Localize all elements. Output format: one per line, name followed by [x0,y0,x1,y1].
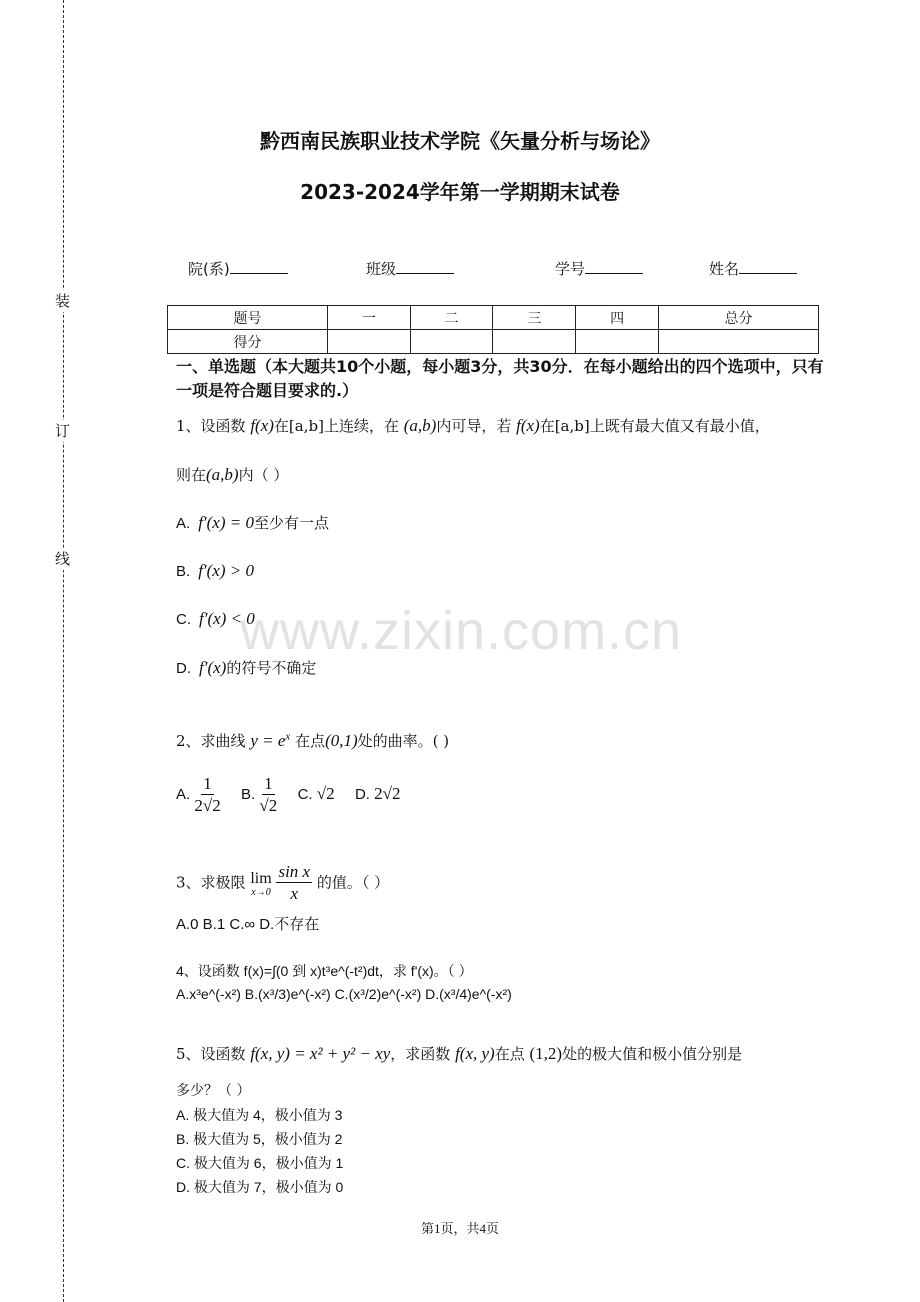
q1-option-b[interactable]: B. f′(x) > 0 [176,561,254,580]
q3-stem: 3、求极限 lim x→0 $\frac{\text{sin x}}{x}$ 的值。（ ） [176,862,390,903]
q3-options[interactable]: A.0 B.1 C.∞ D.不存在 [176,916,320,933]
student-id-label: 学号 [555,260,586,278]
student-id-field[interactable] [555,258,643,279]
q1-fx: f(x) [516,416,540,435]
q2-option-a[interactable]: A. $\frac{1}{2√2}$ [176,774,221,815]
score-input-cell[interactable] [327,330,410,354]
q5-stem-line1: 5、设函数 f(x, y) = x² + y² − xy，求函数 f(x, y)在点 (1,2)处的极大值和极小值分别是 [176,1044,743,1063]
watermark: www.zixin.com.cn [240,601,683,661]
q2-option-d[interactable]: D. 2√2 [354,784,401,804]
q2-stem: 2、求曲线 $y = e^x$ 在点(0,1)处的曲率。( ) [176,730,450,750]
binding-char-zhuang: 装 [55,292,71,310]
score-input-cell[interactable] [576,330,659,354]
q1-stem-line1: 1、设函数 f(x)在[a,b]上连续，在 (a,b)内可导，若 f(x)在[a,b]上既有最大值又有最小值， [176,416,770,435]
class-blank[interactable] [396,259,454,274]
q1-fx: f(x) [250,416,274,435]
q1-option-a[interactable]: A. f′(x) = 0至少有一点 [176,513,329,532]
exam-title-line1: 黔西南民族职业技术学院《矢量分析与场论》 [260,129,660,153]
page-footer: 第1页，共4页 [420,1221,499,1236]
name-field[interactable] [709,258,797,279]
q1-ab: (a,b) [403,416,437,435]
score-table-score-row [168,330,819,354]
q1-option-c[interactable]: C. f′(x) < 0 [176,609,255,628]
score-table-cell: 题号 [168,306,328,330]
name-blank[interactable] [739,259,797,274]
q1-stem-line2: 则在(a,b)内（ ） [176,465,289,484]
score-table-cell: 四 [576,306,659,330]
score-table-cell: 三 [493,306,576,330]
score-table-cell: 得分 [168,330,328,354]
q5-option-b[interactable]: B. 极大值为 5，极小值为 2 [176,1131,343,1147]
score-table-header-row [168,306,819,330]
q5-function: f(x, y) = x² + y² − xy [250,1044,391,1063]
score-input-cell[interactable] [410,330,493,354]
binding-char-ding: 订 [55,422,71,440]
q2-option-b[interactable]: B. $\frac{1}{√2}$ [241,774,278,815]
score-table-cell: 总分 [658,306,818,330]
score-table [167,305,819,354]
q5-option-a[interactable]: A. 极大值为 4，极小值为 3 [176,1107,343,1123]
q5-option-d[interactable]: D. 极大值为 7，极小值为 0 [176,1179,344,1195]
class-label: 班级 [366,260,397,278]
score-table-cell: 二 [410,306,493,330]
q5-stem-line2: 多少？（ ） [176,1083,251,1099]
q4-options[interactable]: A.x³e^(-x²) B.(x³/3)e^(-x²) C.(x³/2)e^(-x²) D.(x³/4)e^(-x²) [176,986,512,1002]
q1-option-d[interactable]: D. f′(x)的符号不确定 [176,658,317,677]
exam-title-line2: 2023-2024学年第一学期期末试卷 [300,180,620,204]
score-input-cell[interactable] [658,330,818,354]
q5-option-c[interactable]: C. 极大值为 6，极小值为 1 [176,1155,344,1171]
score-input-cell[interactable] [493,330,576,354]
section1-heading: 一、单选题（本大题共10个小题，每小题3分，共30分．在每小题给出的四个选项中，只有一项是符合题目要求的.） [176,357,824,400]
score-table-cell: 一 [327,306,410,330]
binding-char-xian: 线 [55,550,71,568]
q2-option-c[interactable]: C. √2 [297,784,335,804]
class-field[interactable] [366,258,454,279]
q3-limit: lim x→0 [250,869,272,898]
college-field[interactable] [188,258,288,279]
q4-stem: 4、设函数 f(x)=∫(0 到 x)t³e^(-t²)dt，求 f'(x)。（ ） [176,963,473,979]
q3-fraction: $\frac{\text{sin x}}{x}$ [278,862,311,903]
q2-curve: $y = e^x$ [250,730,291,750]
name-label: 姓名 [709,260,740,278]
college-blank[interactable] [230,259,288,274]
college-label: 院(系) [188,260,230,278]
student-id-blank[interactable] [585,259,643,274]
q2-options [176,774,400,817]
